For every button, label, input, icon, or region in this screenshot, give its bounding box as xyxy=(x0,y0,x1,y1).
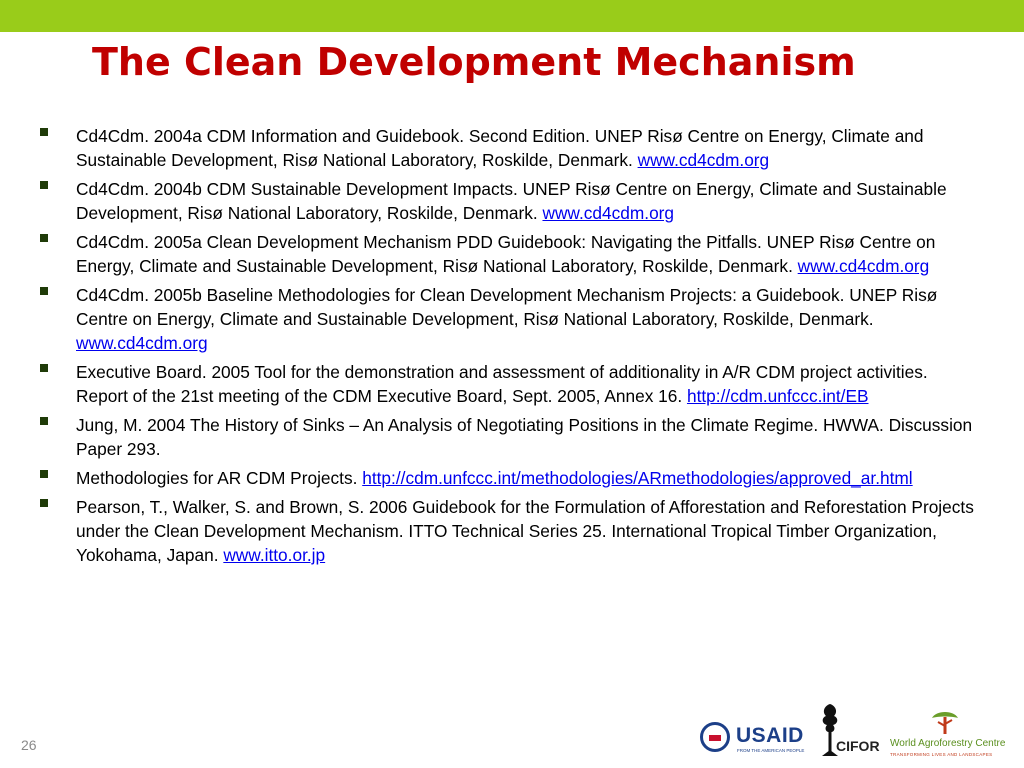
square-bullet-icon xyxy=(40,364,48,372)
reference-item xyxy=(40,466,980,490)
reference-text: Methodologies for AR CDM Projects. xyxy=(76,468,363,488)
reference-item xyxy=(40,124,980,172)
usaid-seal-icon xyxy=(700,722,730,752)
reference-item xyxy=(40,283,980,355)
square-bullet-icon xyxy=(40,470,48,478)
reference-text: Jung, M. 2004 The History of Sinks – An Analysis of Negotiating Positions in the Climate Regime. HWWA. Discussion Paper 293. xyxy=(76,415,973,459)
reference-item xyxy=(40,495,980,567)
reference-item xyxy=(40,360,980,408)
usaid-tagline: FROM THE AMERICAN PEOPLE xyxy=(737,748,805,753)
reference-link[interactable]: http://cdm.unfccc.int/methodologies/ARmethodologies/approved_ar.html xyxy=(362,468,913,488)
cifor-logo: CIFOR xyxy=(836,738,880,754)
square-bullet-icon xyxy=(40,128,48,136)
usaid-logo: USAID xyxy=(736,724,804,747)
page-number: 26 xyxy=(21,737,37,753)
reference-list xyxy=(40,124,980,572)
partner-logos xyxy=(700,698,1024,768)
reference-item xyxy=(40,413,980,461)
top-accent-bar xyxy=(0,0,1024,32)
reference-item xyxy=(40,177,980,225)
square-bullet-icon xyxy=(40,417,48,425)
reference-text: Cd4Cdm. 2005a Clean Development Mechanism PDD Guidebook: Navigating the Pitfalls. UNEP Risø Centre on Energy, Climate and Sustainable Development, Risø National Laboratory, Roskilde, Denmark. xyxy=(76,232,936,276)
square-bullet-icon xyxy=(40,234,48,242)
icraf-tagline: TRANSFORMING LIVES AND LANDSCAPES xyxy=(890,752,993,757)
reference-link[interactable]: www.cd4cdm.org xyxy=(797,256,930,276)
reference-text: Executive Board. 2005 Tool for the demonstration and assessment of additionality in A/R CDM project activities. Report of the 21st meeting of the CDM Executive Board, Sept. 2005, Annex 16. xyxy=(76,362,928,406)
reference-text: Cd4Cdm. 2005b Baseline Methodologies for Clean Development Mechanism Projects: a Guidebook. UNEP Risø Centre on Energy, Climate and Sustainable Development, Risø National Laboratory, Roskilde, Denmark. xyxy=(76,285,938,329)
square-bullet-icon xyxy=(40,287,48,295)
reference-link[interactable]: www.cd4cdm.org xyxy=(76,333,208,353)
icraf-logo: World Agroforestry Centre xyxy=(890,738,1006,749)
square-bullet-icon xyxy=(40,499,48,507)
reference-link[interactable]: http://cdm.unfccc.int/EB xyxy=(686,386,869,406)
icraf-tree-icon xyxy=(930,706,960,736)
reference-text: Cd4Cdm. 2004a CDM Information and Guidebook. Second Edition. UNEP Risø Centre on Energy, Climate and Sustainable Development, Risø National Laboratory, Roskilde, Denmark. xyxy=(76,126,924,170)
reference-link[interactable]: www.cd4cdm.org xyxy=(637,150,770,170)
slide-title: The Clean Development Mechanism xyxy=(92,40,856,84)
reference-text: Pearson, T., Walker, S. and Brown, S. 2006 Guidebook for the Formulation of Afforestation and Reforestation Projects under the Clean Development Mechanism. ITTO Technical Series 25. International Tropical Timber Organization, Yokohama, Japan. xyxy=(76,497,974,565)
reference-text: Cd4Cdm. 2004b CDM Sustainable Development Impacts. UNEP Risø Centre on Energy, Climate and Sustainable Development, Risø National Laboratory, Roskilde, Denmark. xyxy=(76,179,947,223)
reference-link[interactable]: www.itto.or.jp xyxy=(223,545,326,565)
reference-item xyxy=(40,230,980,278)
square-bullet-icon xyxy=(40,181,48,189)
reference-link[interactable]: www.cd4cdm.org xyxy=(542,203,675,223)
